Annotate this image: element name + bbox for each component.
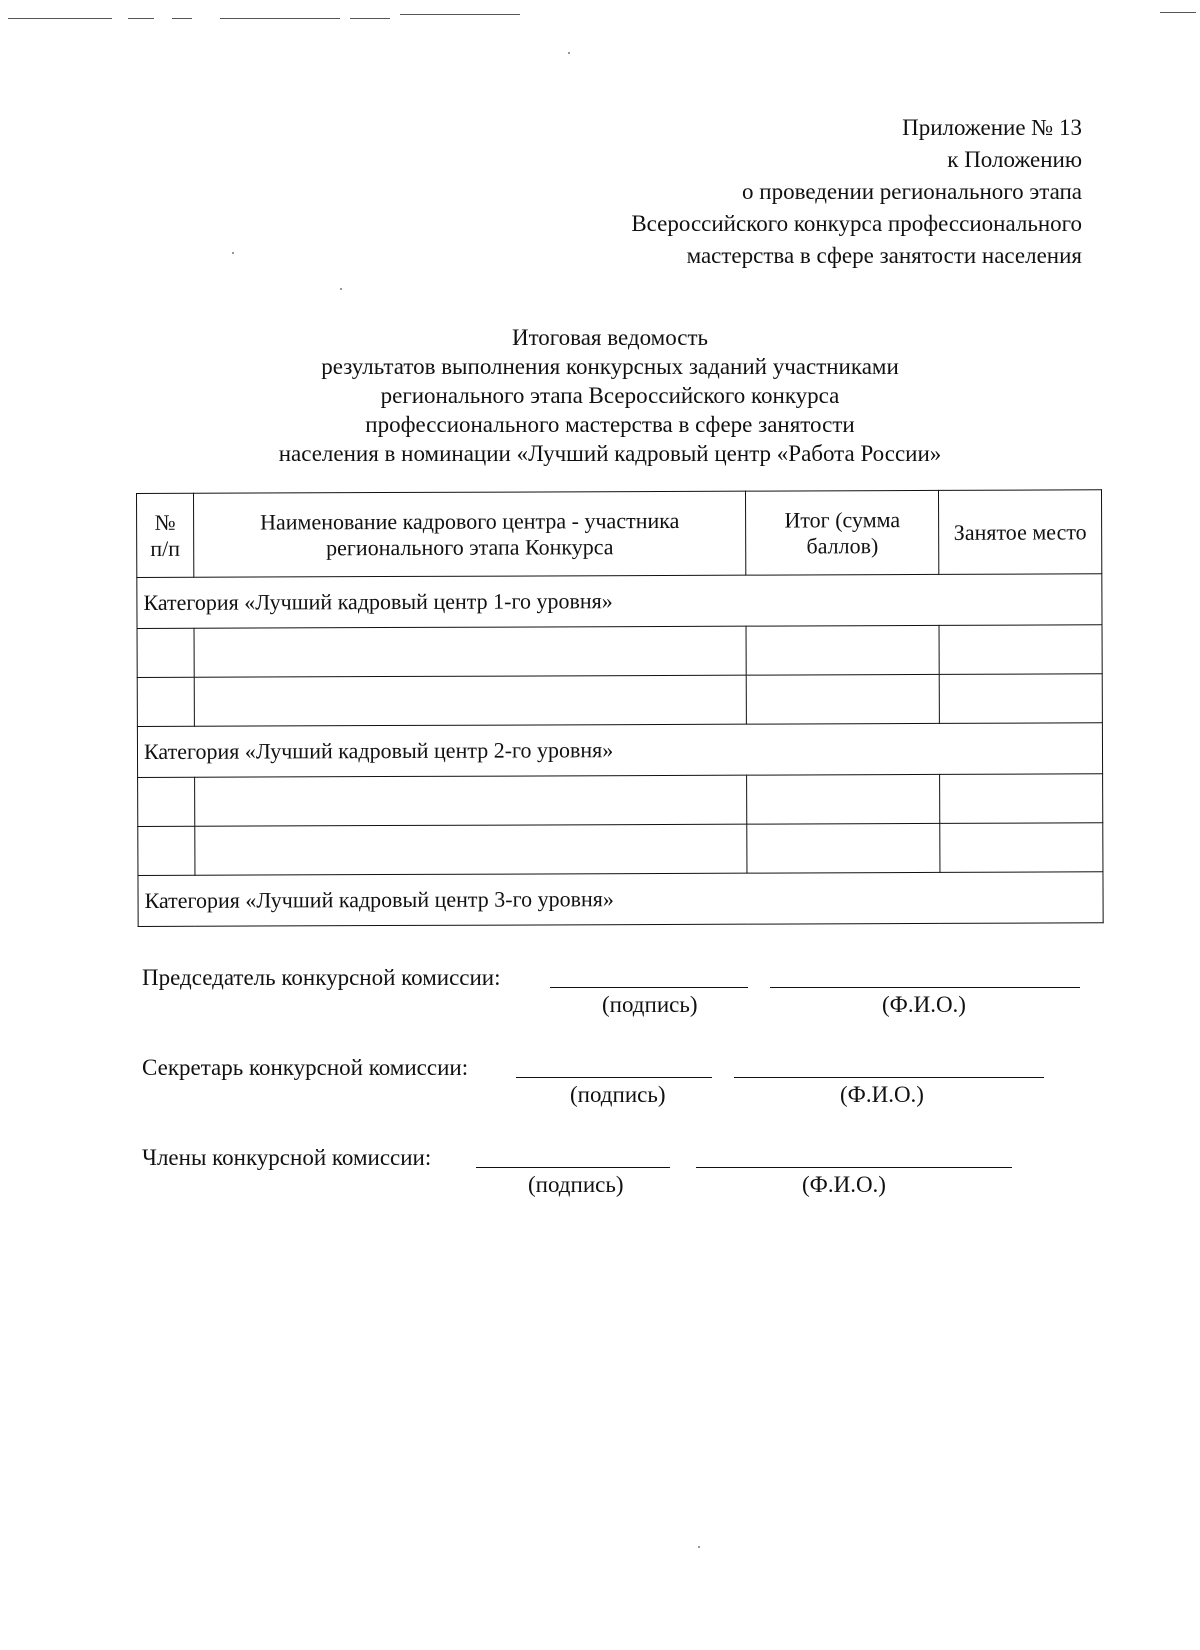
header-num [137,493,194,577]
category-row [137,723,1102,778]
header-place: Занятое место [939,490,1102,575]
title-line: профессионального мастерства в сфере занятости [365,412,855,437]
signature-label: Председатель конкурсной комиссии: [142,965,501,990]
scan-artifact-line [1160,12,1196,13]
category-row [137,574,1102,629]
name-caption: (Ф.И.О.) [840,1082,924,1107]
header-num-line: № [154,509,176,535]
cell-num[interactable] [138,826,195,875]
scan-artifact-line [400,14,520,15]
table-header-row [137,490,1102,578]
document-title [200,323,1020,468]
cell-num[interactable] [137,677,194,726]
header-total [746,490,939,575]
signature-line[interactable] [516,1077,712,1078]
appendix-line: Всероссийского конкурса профессионального [631,211,1082,236]
appendix-line: Приложение № 13 [902,115,1082,140]
scan-speck [568,52,570,54]
signature-chairman [142,965,1102,1055]
header-name-line: Наименование кадрового центра - участника [260,507,680,535]
cell-name[interactable] [194,675,747,726]
cell-total[interactable] [746,625,939,675]
name-caption: (Ф.И.О.) [882,992,966,1017]
name-line[interactable] [770,987,1080,988]
appendix-header [522,112,1082,272]
scan-artifact-line [8,18,112,19]
title-line: Итоговая ведомость [511,325,709,350]
signature-label: Члены конкурсной комиссии: [142,1145,432,1170]
signature-members [142,1145,1102,1235]
name-line[interactable] [734,1077,1044,1078]
header-num-line: п/п [150,535,181,561]
name-line[interactable] [696,1167,1012,1168]
cell-name[interactable] [195,824,748,875]
table-row [137,674,1102,727]
header-total-line: Итог (сумма [784,506,901,533]
signature-caption: (подпись) [528,1172,624,1197]
signature-line[interactable] [476,1167,670,1168]
cell-name[interactable] [194,626,747,677]
category-label: Категория «Лучший кадровый центр 1-го уровня» [137,574,1102,629]
cell-total[interactable] [747,823,940,873]
cell-place[interactable] [939,625,1102,675]
cell-place[interactable] [940,774,1103,824]
scan-artifact-line [350,18,390,19]
scan-speck [232,252,234,254]
signature-label: Секретарь конкурсной комиссии: [142,1055,469,1080]
cell-place[interactable] [940,823,1103,873]
signatures-section [142,965,1102,1235]
category-row [138,872,1103,927]
table-row [138,823,1103,876]
title-line: результатов выполнения конкурсных заданий участниками [321,354,899,379]
signature-caption: (подпись) [570,1082,666,1107]
appendix-line: к Положению [947,147,1082,172]
scan-artifact-line [220,18,340,19]
cell-num[interactable] [138,777,195,826]
cell-total[interactable] [746,674,939,724]
scan-artifact-line [172,18,192,19]
name-caption: (Ф.И.О.) [802,1172,886,1197]
title-line: регионального этапа Всероссийского конкурса [380,383,840,408]
cell-num[interactable] [137,628,194,677]
category-label: Категория «Лучший кадровый центр 3-го уровня» [138,872,1103,927]
signature-secretary [142,1055,1102,1145]
cell-name[interactable] [195,775,748,826]
appendix-line: о проведении регионального этапа [742,179,1082,204]
scan-speck [698,1546,700,1548]
table-row [137,625,1102,678]
header-name-line: регионального этапа Конкурса [326,533,614,560]
signature-line[interactable] [550,987,748,988]
header-total-line: баллов) [806,532,879,558]
cell-place[interactable] [939,674,1102,724]
table-row [138,774,1103,827]
category-label: Категория «Лучший кадровый центр 2-го уровня» [137,723,1102,778]
header-name [193,491,746,577]
scan-speck [340,288,342,290]
appendix-line: мастерства в сфере занятости населения [686,243,1082,268]
title-line: населения в номинации «Лучший кадровый центр «Работа России» [278,441,942,466]
cell-total[interactable] [747,774,940,824]
scan-artifact-line [128,18,154,19]
signature-caption: (подпись) [602,992,698,1017]
results-table [136,489,1104,927]
